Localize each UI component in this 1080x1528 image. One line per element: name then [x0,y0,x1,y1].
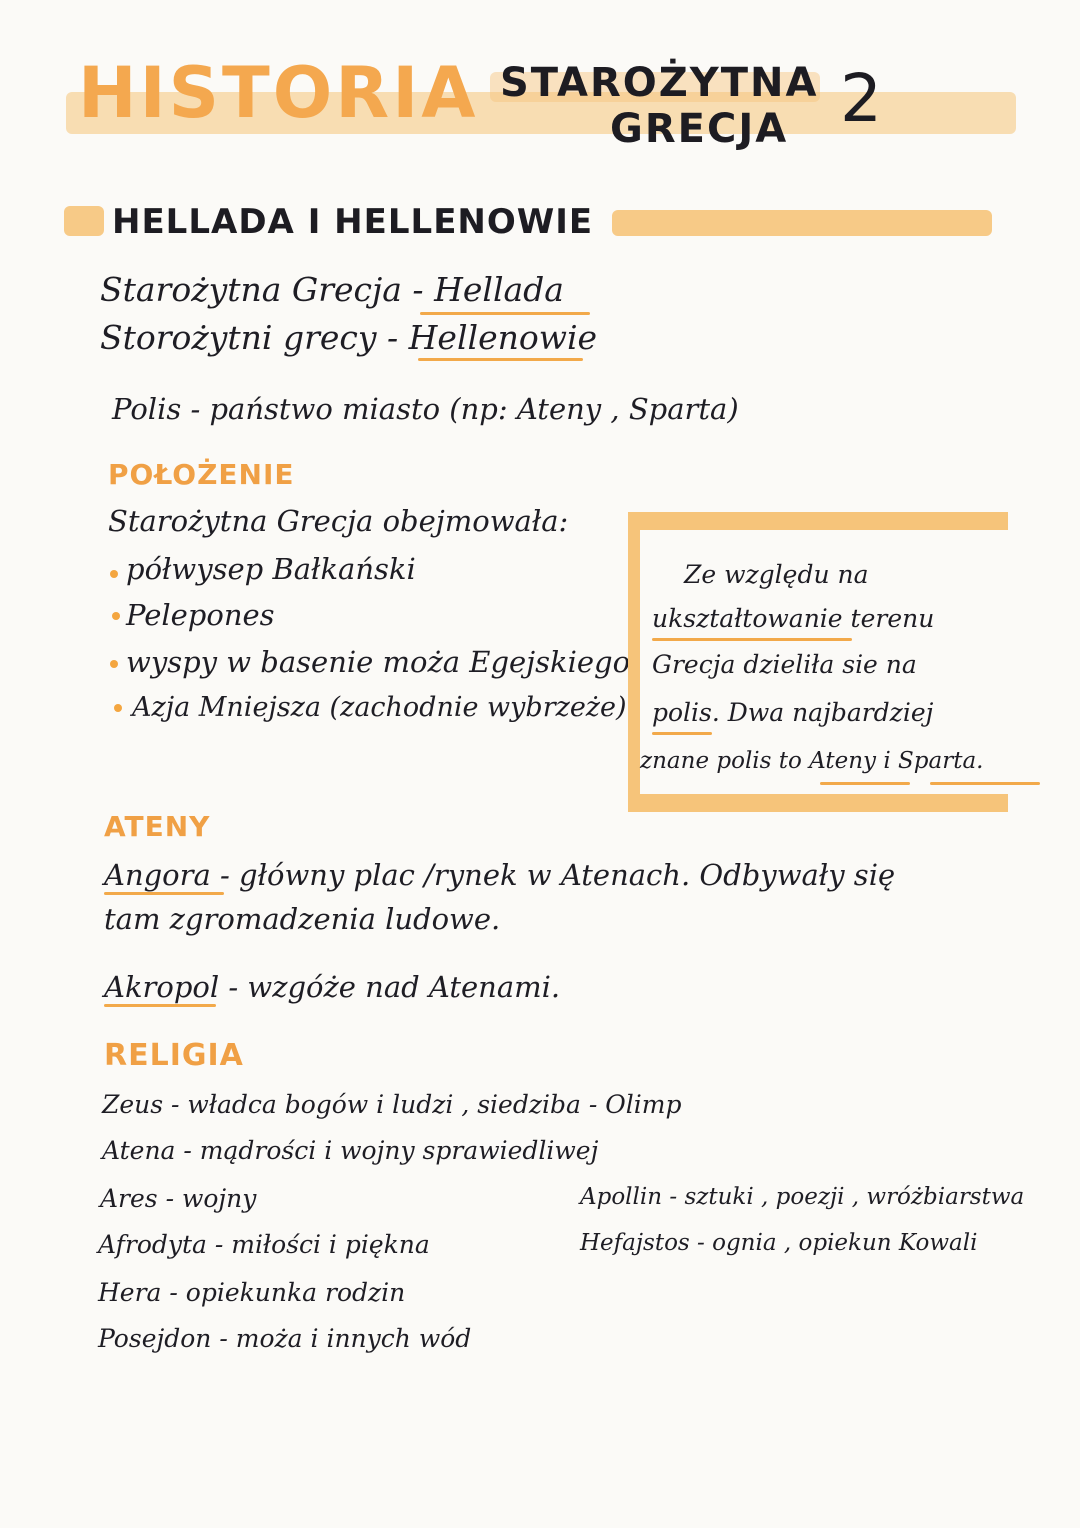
polozenie-bullet: Azja Mniejsza (zachodnie wybrzeże) [132,692,627,723]
subheading-religia: RELIGIA [104,1038,244,1073]
god-line: Afrodyta - miłości i piękna [98,1230,430,1259]
hellenowie-line: Storożytni grecy - Hellenowie [100,318,598,357]
ateny-agora-line: tam zgromadzenia ludowe. [104,902,501,936]
page-subtitle-line2: GRECJA [610,106,789,152]
god-line: Apollin - sztuki , poezji , wróżbiarstwa [580,1184,1025,1210]
subheading-ateny: ATENY [104,810,211,843]
bullet-dot [112,612,120,620]
section-heading-hellada: HELLADA I HELLENOWIE [112,202,594,242]
side-note-line: Grecja dzieliła sie na [652,650,917,679]
side-note-underline [820,782,910,785]
god-line: Zeus - władca bogów i ludzi , siedziba - Olimp [102,1090,682,1119]
god-line: Hera - opiekunka rodzin [98,1278,406,1307]
side-note-line: polis. Dwa najbardziej [652,698,934,727]
side-note-underline [930,782,1040,785]
side-note-line: ukształtowanie terenu [652,604,935,633]
polozenie-intro: Starożytna Grecja obejmowała: [108,504,569,538]
agora-underline [104,892,224,895]
ateny-agora-line: Angora - główny plac /rynek w Atenach. Odbywały się [104,858,896,892]
god-line: Atena - mądrości i wojny sprawiedliwej [102,1136,599,1165]
bullet-dot [110,570,118,578]
side-note-line: znane polis to Ateny i Sparta. [640,748,984,774]
god-line: Hefajstos - ognia , opiekun Kowali [580,1230,978,1256]
side-note-line: Ze względu na [684,560,869,589]
side-note-underline [652,732,712,735]
side-note-underline [652,638,852,641]
polozenie-bullet: półwysep Bałkański [126,552,416,586]
bullet-dot [114,704,122,712]
hellada-underline [420,312,590,315]
bullet-dot [110,660,118,668]
polozenie-bullet: wyspy w basenie moża Egejskiego [126,645,631,679]
hellada-line: Starożytna Grecja - Hellada [100,270,564,309]
page-number: 2 [840,60,882,137]
god-line: Ares - wojny [100,1184,257,1213]
section-heading-bar [612,210,992,236]
god-line: Posejdon - moża i innych wód [98,1324,472,1353]
subheading-polozenie: POŁOŻENIE [108,458,295,491]
page-title: HISTORIA [78,52,479,134]
hellenowie-underline [418,358,583,361]
polozenie-bullet: Pelepones [126,598,275,632]
section-marker [64,206,104,236]
akropol-underline [104,1004,216,1007]
page-subtitle-line1: STAROŻYTNA [500,60,819,106]
ateny-akropol-line: Akropol - wzgóże nad Atenami. [104,970,561,1004]
polis-definition: Polis - państwo miasto (np: Ateny , Sparta) [112,392,739,426]
